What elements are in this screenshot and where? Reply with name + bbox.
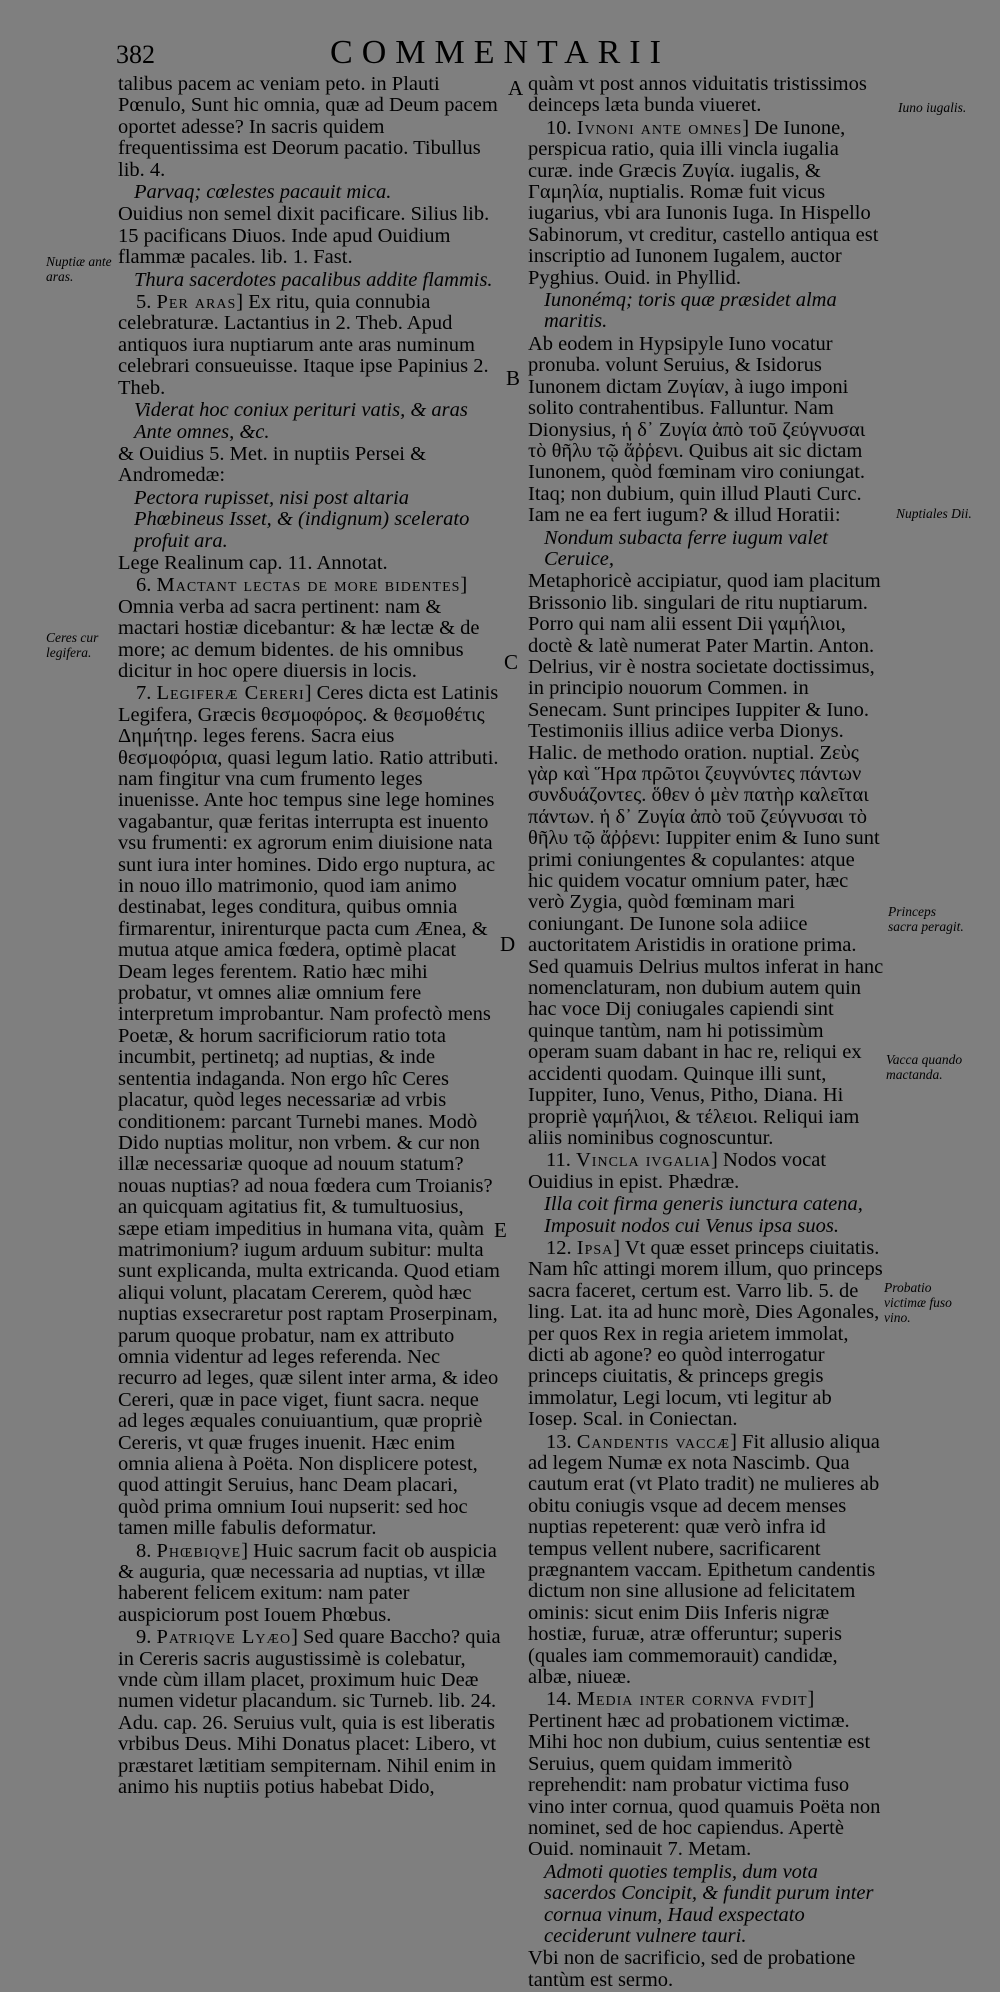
entry-number: 9. [136, 1626, 152, 1649]
text: ] Sed quare Baccho? quia in Cereris sacris augustissimè is colebatur, vnde cùm illam placet, proximum huic Deæ numen videtur placandum. sic Turneb. lib. 24. Adu. cap. 26. Seruius vult, quia is est liberatis vrbibus Deus. Mihi Donatus placet: Libero, vt præstaret lætitiam sempiternam. Nihil enim in animo his nuptiis potius habebat Dido, [118, 1626, 501, 1799]
verse [118, 270, 502, 291]
lemma-entry [118, 683, 502, 1539]
paragraph [528, 334, 884, 527]
verse [528, 1862, 884, 1948]
entry-number: 5. [136, 291, 152, 314]
lemma: Candentis vaccæ [576, 1430, 731, 1453]
page-number: 382 [116, 40, 155, 69]
lemma-entry [528, 1689, 884, 1860]
lemma: Phœbiqve [156, 1539, 242, 1562]
text: ] Pertinent hæc ad probationem victimæ. Mihi hoc non dubium, cuius sententiæ est Seruius, quem quidam immeritò reprehendit: nam probatur victima fuso vino inter cornua, quod quamuis Poëta non nominet, sed de hoc capiendus. Apertè Ouid. nominauit 7. Metam. [528, 1688, 881, 1861]
text: Parvaq; cœlestes pacauit mica. [134, 181, 392, 204]
margin-note-probatio: Probatio victimæ fuso vino. [884, 1280, 952, 1325]
lemma-entry [118, 1541, 502, 1627]
lemma-entry [528, 1150, 884, 1193]
verse [118, 182, 502, 203]
entry-number: 14. [546, 1688, 572, 1711]
text: Ouidius non semel dixit pacificare. Silius lib. 15 pacificans Diuos. Inde apud Ouidium flammæ pacales. lib. 1. Fast. [118, 203, 490, 269]
margin-note-nuptiales: Nuptiales Dii. [896, 506, 972, 521]
margin-note-ceres: Ceres cur legifera. [46, 630, 99, 660]
lemma: Ipsa [576, 1236, 614, 1259]
margin-note-vacca: Vacca quando mactanda. [886, 1052, 963, 1082]
lemma: Media inter cornva fvdit [576, 1688, 808, 1711]
section-letter-e: E [494, 1218, 507, 1242]
entry-number: 6. [136, 574, 152, 597]
lemma: Legiferæ Cereri [156, 682, 305, 705]
text: Illa coit firma generis iunctura catena, Imposuit nodos cui Venus ipsa suos. [544, 1193, 863, 1237]
entry-number: 13. [546, 1430, 572, 1453]
text: Metaphoricè accipiatur, quod iam placitum Brissonio lib. singulari de ritu nuptiarum. Porro qui nam alii essent Dii γαμήλιοι, doctè & latè numerat Pater Martin. Anton. Delrius, vir è nostra societate doctissimus, in principio nouorum Commen. in Senecam. Sunt principes Iuppiter & Iuno. Testimoniis illius adiice verba Dionys. Halic. de methodo oration. nuptial. Ζεὺς γὰρ καὶ Ἥρα πρῶτοι ζευγνύντες πάντων συνδυάζοντες. ὅθεν ὁ μὲν πατὴρ καλεῖται πάντων. ἡ δ᾽ Ζυγία ἀπὸ τοῦ ζεύγνυσαι τὸ θῆλυ τῷ ἄῤῥενι: Iuppiter enim & Iuno sunt primi coniungentes & copulantes: atque hic quidem vocatur omnium pater, hæc verò Zygia, quòd fœminam mari coniungant. De Iunone sola adiice auctoritatem Aristidis in oratione prima. Sed quamuis Delrius multos inferat in hanc nomenclaturam, non dubium autem quin hac voce Dij coniugales capiendi sint quinque tantùm, nam hi potissimùm operam suam dabant in hac re, reliqui ex accidenti quodam. Quinque illi sunt, Iuppiter, Iuno, Venus, Pitho, Diana. Hi propriè γαμήλιοι, & τέλειοι. Reliqui iam aliis nominibus cognoscuntur. [528, 570, 884, 1149]
paragraph [118, 553, 502, 574]
verse [528, 290, 884, 333]
text: ] Ceres dicta est Latinis Legifera, Græcis θεσμοφόρος. & θεσμοθέτις Δημήτηρ. leges ferens. Sacra eius θεσμοφόρια, quasi legum latio. Ratio attributi. nam fingitur vna cum frumento leges inuenisse. Ante hoc tempus sine lege homines vagabantur, quæ feritas interrupta est inuento vsu frumenti: ex agrorum enim diuisione nata sunt iura inter homines. Dido ergo nuptura, ac in nouo illo matrimonio, quod iam animo destinabat, leges conditura, quibus omnia firmarentur, inirenturque pacta cum Ænea, & mutua atque amica fœdera, optimè placat Deam leges ferentem. Ratio hæc mihi probatur, vt omnes aliæ omnium fere interpretum improbantur. Nam profectò mens Poetæ, & horum sacrificiorum ratio tota incumbit, pertinetq; ad nuptias, & inde sententia indaganda. Non ergo hîc Ceres placatur, quòd leges necessariæ ad vrbis conditionem: parcant Turnebi manes. Modò Dido nuptias molitur, non vrbem. & cur non illæ necessariæ quoque ad nouum statum? nouas nuptias? ad noua fœdera cum Troianis? an quicquam agitatius fit, & tumultuosius, sæpe etiam impeditius in humana vita, quàm matrimonium? iugum arduum subitur: multa sunt explicanda, multa extricanda. Quod etiam aliqui volunt, placatam Cererem, quòd hæc nuptias exsecraretur post raptam Proserpinam, parum quoque probatur, nam ex attributo omnia videntur ad leges referenda. Nec recurro ad leges, quæ silent inter arma, & ideo Cereri, quæ in pace viget, fiunt sacra. neque ad leges æquales conuiuantium, quæ propriè Cereris, vt quæ fruges inuenit. Hæc enim omnia aliena à Poëta. Non displicere potest, quod attingit Seruius, hanc Deam placari, quòd prima omnium Ioui nupserit: sed hoc tamen mille fabulis deformatur. [118, 682, 500, 1540]
text: ] De Iunone, perspicua ratio, quia illi vincla iugalia curæ. inde Græcis Ζυγία. iugalis, & Γαμηλία, nuptialis. Romæ fuit vicus iugarius, vbi ara Iunonis Iuga. In Hispello Sabinorum, vt creditur, castello antiqua est inscriptio ad Iunonem Iugalem, auctor Pyghius. Ouid. in Phyllid. [528, 116, 879, 289]
entry-number: 8. [136, 1539, 152, 1562]
text: ] Vt quæ esset princeps ciuitatis. Nam hîc attingi morem illum, quo princeps sacra faceret, certum est. Varro lib. 5. de ling. Lat. ita ad hunc morè, Dies Agonales, per quos Rex in regia arietem immolat, dicti ab agone? eo quòd interrogatur princeps ciuitatis, & princeps gregis immolatur, Legi locum, vti legitur ab Iosep. Scal. in Coniectan. [528, 1236, 883, 1431]
section-letter-b: B [506, 366, 521, 390]
paragraph [118, 204, 502, 268]
text: Admoti quoties templis, dum vota sacerdos Concipit, & fundit purum inter cornua vinum, Haud exspectato ceciderunt vulnere tauri. [544, 1860, 874, 1947]
entry-number: 7. [136, 682, 152, 705]
running-title: COMMENTARII [330, 34, 670, 71]
paragraph [528, 74, 884, 117]
verse [118, 488, 502, 552]
text: Nondum subacta ferre iugum valet Ceruice, [544, 526, 828, 570]
lemma-entry [118, 292, 502, 399]
text: ] Omnia verba ad sacra pertinent: nam & mactari hostiæ dicebantur: & hæ lectæ & de more; ac demum bidentes. de his omnibus dicitur in hoc opere diuersis in locis. [118, 574, 480, 682]
left-column [118, 74, 502, 1800]
lemma: Mactant lectas de more bidentes [156, 574, 461, 597]
text: Vbi non de sacrificio, sed de probatione tantùm est sermo. [528, 1947, 856, 1991]
entry-number: 10. [546, 116, 572, 139]
section-letter-d: D [500, 932, 516, 956]
margin-note-nuptiae: Nuptiæ ante aras. [46, 254, 112, 284]
lemma-entry [118, 575, 502, 682]
lemma: Ivnoni ante omnes [576, 116, 743, 139]
margin-note-iuno: Iuno iugalis. [898, 100, 967, 115]
paragraph [118, 444, 502, 487]
text: ] Nodos vocat Ouidius in epist. Phædræ. [528, 1149, 827, 1193]
text: ] Huic sacrum facit ob auspicia & auguria, quæ necessaria ad nuptias, vt illæ haberent felicem exitum: nam pater auspiciorum post Iouem Phœbus. [118, 1539, 497, 1626]
lemma: Per aras [156, 291, 237, 314]
paragraph [528, 1948, 884, 1991]
text: Viderat hoc coniux perituri vatis, & aras Ante omnes, &c. [134, 399, 468, 443]
verse [528, 528, 884, 571]
verse [528, 1194, 884, 1237]
text: Pectora rupisset, nisi post altaria Phœbineus Isset, & (indignum) scelerato profuit ara. [134, 486, 470, 552]
entry-number: 11. [546, 1149, 571, 1172]
text: ] Ex ritu, quia connubia celebraturæ. Lactantius in 2. Theb. Apud antiquos iura nuptiarum ante aras numinum celebrari consueuisse. Itaque ipse Papinius 2. Theb. [118, 291, 489, 399]
lemma: Patriqve Lyæo [156, 1626, 292, 1649]
text: quàm vt post annos viduitatis tristissimos deinceps læta bunda viueret. [528, 73, 867, 117]
text: Ab eodem in Hypsipyle Iuno vocatur pronuba. volunt Seruius, & Isidorus Iunonem dictam Ζυγίαν, à iugo imponi solito contrahentibus. Falluntur. Nam Dionysius, ἡ δ᾽ Ζυγία ἀπὸ τοῦ ζεύγνυσαι τὸ θῆλυ τῷ ἄῤῥενι. Quibus ait sic dictam Iunonem, quòd fœminam viro coniungat. Itaq; non dubium, quin illud Plauti Curc. Iam ne ea fert iugum? & illud Horatii: [528, 332, 866, 527]
section-letter-a: A [508, 76, 524, 100]
lemma-entry [528, 118, 884, 289]
text: & Ouidius 5. Met. in nuptiis Persei & Andromedæ: [118, 442, 427, 487]
text: Thura sacerdotes pacalibus addite flammis. [134, 268, 493, 291]
text: talibus pacem ac veniam peto. in Plauti Pœnulo, Sunt hic omnia, quæ ad Deum pacem oportet adesse? In sacris quidem frequentissima est Deorum pacatio. Tibullus lib. 4. [118, 73, 498, 181]
paragraph [118, 74, 502, 181]
lemma: Vincla ivgalia [576, 1149, 712, 1172]
lemma-entry [528, 1432, 884, 1689]
text: Lege Realinum cap. 11. Annotat. [118, 551, 388, 574]
lemma-entry [118, 1627, 502, 1798]
text: Iunonémq; toris quæ præsidet alma maritis. [544, 289, 837, 333]
section-letter-c: C [504, 650, 519, 674]
page-header [0, 34, 1000, 74]
right-column [528, 74, 884, 1992]
paragraph [528, 571, 884, 1149]
lemma-entry [528, 1238, 884, 1431]
margin-note-princeps: Princeps sacra peragit. [888, 904, 964, 934]
verse [118, 400, 502, 443]
text: ] Fit allusio aliqua ad legem Numæ ex nota Nascimb. Qua cautum erat (vt Plato tradit) ne mulieres ab obitu coniugis vsque ad decem menses nuptias repeterent: quæ verò infra id tempus vellent nubere, sacrificarent prægnantem vaccam. Epithetum candentis dictum non sine allusione ad felicitatem ominis: sicut enim Diis Inferis nigræ hostiæ, furuæ, atræ offeruntur; superis (quales iam commemorauit) candidæ, albæ, niueæ. [528, 1430, 880, 1689]
entry-number: 12. [546, 1236, 572, 1259]
